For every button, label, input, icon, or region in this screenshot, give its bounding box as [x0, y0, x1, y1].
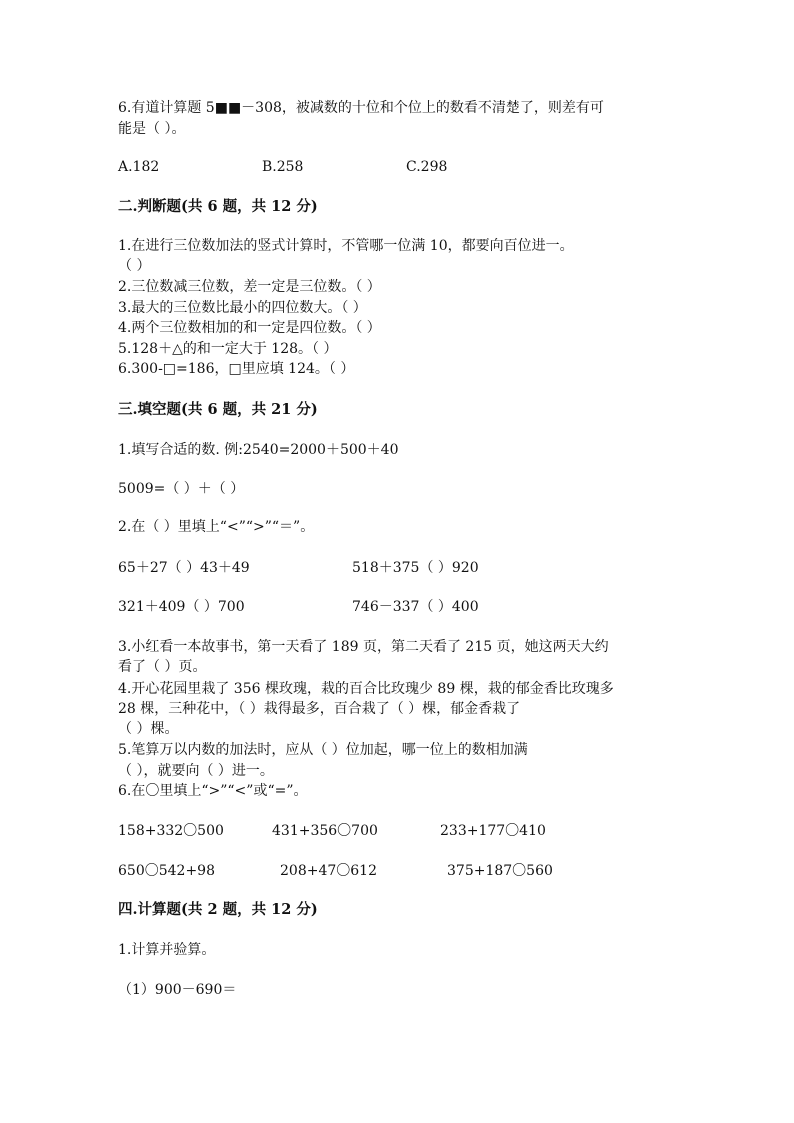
fill-q1-answer: 5009=（ ）＋（ ）: [118, 481, 245, 497]
judge-item-6: 6.300-□=186，□里应填 124。（ ）: [118, 361, 355, 377]
judge-item-5: 5.128＋△的和一定大于 128。（ ）: [118, 341, 338, 357]
circle-compare-5: 208+47〇612: [280, 863, 377, 879]
fill-q1: 1.填写合适的数. 例:2540=2000＋500＋40: [118, 442, 399, 458]
circle-compare-1: 158+332〇500: [118, 823, 224, 839]
compare-3: 321＋409（ ）700: [118, 599, 245, 615]
circle-compare-2: 431+356〇700: [272, 823, 378, 839]
fill-q4-line2: 28 棵，三种花中，（ ）栽得最多，百合栽了（ ）棵，郁金香栽了: [118, 701, 521, 717]
fill-q3-line2: 看了（ ）页。: [118, 659, 207, 675]
judge-item-4: 4.两个三位数相加的和一定是四位数。（ ）: [118, 320, 381, 336]
fill-q3-line1: 3.小红看一本故事书，第一天看了 189 页，第二天看了 215 页，她这两天大约: [118, 639, 609, 655]
section-4-header: 四.计算题(共 2 题，共 12 分): [118, 901, 318, 918]
q6-line1: 6.有道计算题 5■■－308，被减数的十位和个位上的数看不清楚了，则差有可: [118, 100, 604, 116]
compare-2: 518＋375（ ）920: [352, 560, 479, 576]
fill-q5-line1: 5.笔算万以内数的加法时，应从（ ）位加起，哪一位上的数相加满: [118, 742, 528, 758]
compare-4: 746－337（ ）400: [352, 599, 479, 615]
q6-option-b: B.258: [262, 159, 304, 175]
q6-option-c: C.298: [406, 159, 448, 175]
circle-compare-6: 375+187〇560: [447, 863, 553, 879]
judge-item-1-blank: （ ）: [118, 258, 151, 274]
circle-compare-3: 233+177〇410: [440, 823, 546, 839]
circle-compare-4: 650〇542+98: [118, 863, 215, 879]
section-3-header: 三.填空题(共 6 题，共 21 分): [118, 401, 318, 418]
fill-q6: 6.在〇里填上“>”“<”或“=”。: [118, 783, 308, 799]
section-2-header: 二.判断题(共 6 题，共 12 分): [118, 198, 318, 215]
judge-item-2: 2.三位数减三位数，差一定是三位数。（ ）: [118, 279, 381, 295]
calc-q1-sub1: （1）900－690＝: [118, 982, 237, 998]
fill-q2: 2.在（ ）里填上“<”“>”“＝”。: [118, 519, 315, 535]
fill-q4-line1: 4.开心花园里栽了 356 棵玫瑰，栽的百合比玫瑰少 89 棵，栽的郁金香比玫瑰多: [118, 681, 614, 697]
judge-item-3: 3.最大的三位数比最小的四位数大。（ ）: [118, 300, 367, 316]
calc-q1: 1.计算并验算。: [118, 942, 216, 958]
q6-option-a: A.182: [118, 159, 160, 175]
q6-line2: 能是（ ）。: [118, 121, 186, 137]
fill-q4-line3: （ ）棵。: [118, 721, 179, 737]
fill-q5-line2: （ ），就要向（ ）进一。: [118, 763, 274, 779]
compare-1: 65＋27（ ）43＋49: [118, 560, 250, 576]
judge-item-1: 1.在进行三位数加法的竖式计算时，不管哪一位满 10，都要向百位进一。: [118, 238, 574, 254]
